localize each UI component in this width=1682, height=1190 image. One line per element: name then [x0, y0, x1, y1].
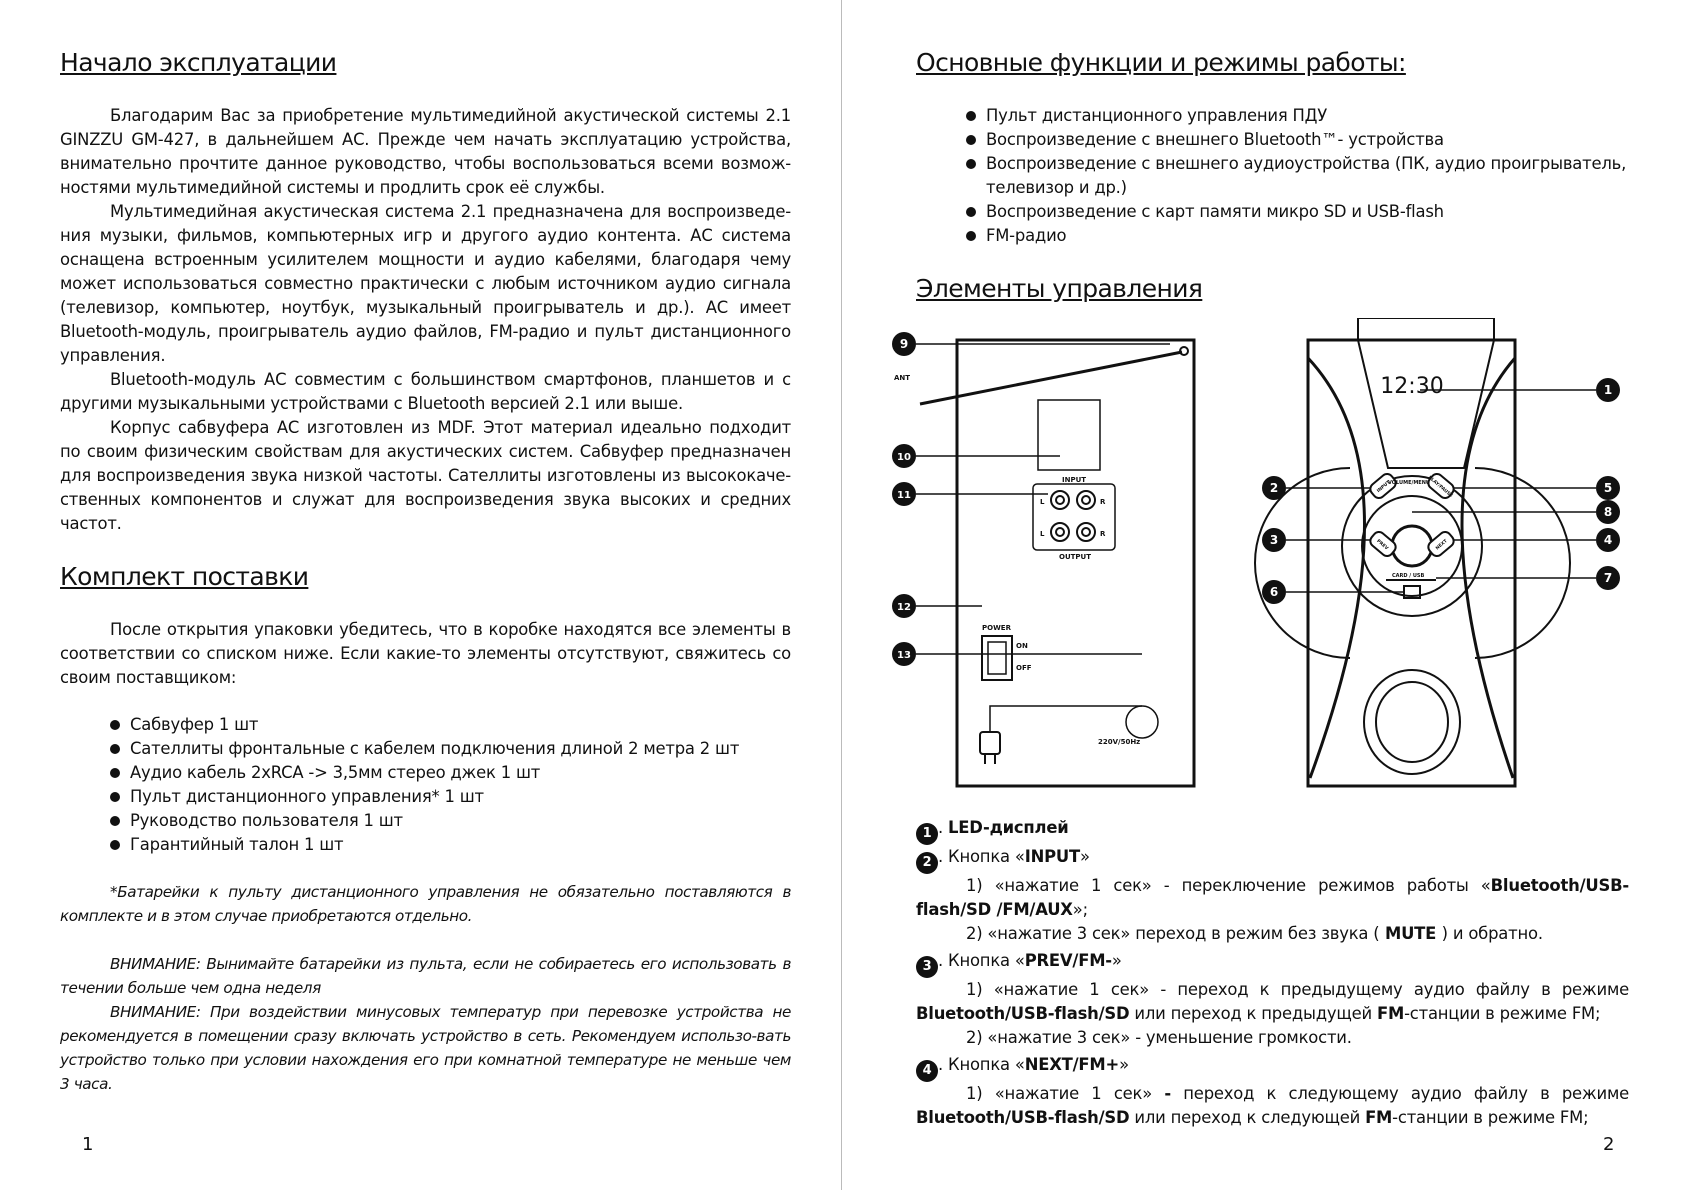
intro-paragraph: Bluetooth-модуль АС совместим с большинством смартфонов, планшетов и с другими музыкальными устройствами с Bluetooth версией 2.1 или выше. — [60, 370, 791, 413]
callout-2 — [1262, 476, 1286, 500]
controls-diagram — [880, 318, 1660, 790]
svg-text:13: 13 — [897, 650, 911, 661]
svg-text:6: 6 — [1269, 585, 1279, 599]
list-item: Воспроизведение с карт памяти микро SD и USB-flash — [966, 200, 1629, 224]
heading-package: Комплект поставки — [60, 562, 309, 591]
battery-note — [60, 880, 791, 928]
label-play-button: PLAY/PAUSE — [1426, 475, 1454, 499]
list-item: Аудио кабель 2xRCA -> 3,5мм стерео джек 1 шт — [110, 761, 770, 785]
battery-note-text: *Батарейки к пульту дистанционного управления не обязательно поставляются в комплекте и в этом случае приобретаются отдельно. — [60, 883, 791, 925]
item-number: 3 — [916, 956, 938, 978]
svg-text:2: 2 — [1269, 481, 1279, 495]
item-next-step1: 1) «нажатие 1 сек» - переход к следующему аудио файлу в режиме Bluetooth/USB-flash/SD или переход к следующей FM-станции в режиме FM; — [916, 1084, 1630, 1127]
label-volume-menu: VOLUME/MENU — [1388, 480, 1430, 486]
label-l: L — [1040, 530, 1045, 538]
item-number: 1 — [916, 823, 938, 845]
label-l: L — [1040, 498, 1045, 506]
display-readout: 12:30 — [1380, 374, 1444, 399]
package-list — [110, 713, 770, 857]
list-item: Воспроизведение с внешнего аудиоустройства (ПК, аудио проигрыватель, телевизор и др.) — [966, 152, 1629, 200]
label-power: POWER — [982, 624, 1011, 632]
label-r: R — [1100, 498, 1106, 506]
callout-7 — [1596, 566, 1620, 590]
svg-text:5: 5 — [1603, 481, 1613, 495]
callout-4 — [1596, 528, 1620, 552]
list-item: Воспроизведение с внешнего Bluetooth™- устройства — [966, 128, 1629, 152]
intro-text — [60, 104, 791, 536]
heading-controls: Элементы управления — [916, 274, 1203, 303]
svg-text:12: 12 — [897, 602, 911, 613]
list-item: Пульт дистанционного управления* 1 шт — [110, 785, 770, 809]
svg-text:4: 4 — [1603, 533, 1613, 547]
list-item: FM-радио — [966, 224, 1629, 248]
warning-text: ВНИМАНИЕ: При воздействии минусовых температур при перевозке устройства не рекомендуется в помещении сразу включать устройство в сеть. Рекомендуем использо-вать устройство только при условии нахождения его при комнатной температуре не меньше чем 3 часа. — [60, 1003, 791, 1093]
page-number-right: 2 — [1603, 1134, 1615, 1155]
page-number-left: 1 — [82, 1134, 94, 1155]
label-output: OUTPUT — [1059, 553, 1091, 561]
list-item: Сабвуфер 1 шт — [110, 713, 770, 737]
label-ant: ANT — [894, 374, 911, 382]
list-item: Сателлиты фронтальные с кабелем подключения длиной 2 метра 2 шт — [110, 737, 770, 761]
callout-13 — [892, 642, 916, 666]
item-input-step1: 1) «нажатие 1 сек» - переключение режимов работы «Bluetooth/USB-flash/SD /FM/AUX»; — [916, 876, 1629, 919]
label-on: ON — [1016, 642, 1028, 650]
page-divider — [841, 0, 842, 1190]
package-intro-text: После открытия упаковки убедитесь, что в коробке находятся все элементы в соответствии со списком ниже. Если какие-то элементы отсутствуют, свяжитесь со своим поставщиком: — [60, 620, 791, 687]
callout-8 — [1596, 500, 1620, 524]
item-next: 4 . Кнопка «NEXT/FM+» — [916, 1053, 1629, 1082]
item-prev: 3 . Кнопка «PREV/FM-» — [916, 949, 1629, 978]
callout-6 — [1262, 580, 1286, 604]
svg-text:7: 7 — [1603, 571, 1613, 585]
svg-text:1: 1 — [1603, 383, 1613, 397]
callout-1 — [1596, 378, 1620, 402]
label-r: R — [1100, 530, 1106, 538]
svg-text:8: 8 — [1603, 505, 1613, 519]
list-item: Руководство пользователя 1 шт — [110, 809, 770, 833]
label-next-button: NEXT — [1435, 538, 1449, 552]
label-input-button: INPUT — [1376, 480, 1392, 495]
label-prev-button: PREV — [1375, 538, 1389, 552]
item-prev-step2: 2) «нажатие 3 сек» - уменьшение громкости. — [966, 1028, 1352, 1047]
item-input: 2 . Кнопка «INPUT» — [916, 845, 1629, 874]
functions-list — [916, 104, 1629, 248]
item-led: 1 . LED-дисплей — [916, 816, 1629, 845]
callout-12 — [892, 594, 916, 618]
label-input: INPUT — [1062, 476, 1087, 484]
package-intro — [60, 618, 791, 690]
intro-paragraph: Мультимедийная акустическая система 2.1 предназначена для воспроизведе-ния музыки, фильмов, компьютерных игр и другого аудио контента. АС система оснащена встроенным усилителем мощности и аудио кабелями, благодаря чему может использоваться совместно практически с любым источником аудио сигнала (телевизор, компьютер, ноутбук, музыкальный проигрыватель и др.). АС имеет Bluetooth-модуль, проигрыватель аудио файлов, FM-радио и пульт дистанционного управления. — [60, 202, 791, 365]
item-number: 2 — [916, 852, 938, 874]
intro-paragraph: Корпус сабвуфера АС изготовлен из MDF. Этот материал идеально подходит по своим физическим свойствам для акустических систем. Сабвуфер предназначен для воспроизведения звука низкой частоты. Сателлиты изготовлены из высококаче-ственных компонентов и служат для воспроизведения звука высоких и средних частот. — [60, 418, 791, 533]
label-mains: 220V/50Hz — [1098, 738, 1141, 746]
controls-descriptions — [916, 816, 1629, 1130]
item-prev-step1: 1) «нажатие 1 сек» - переход к предыдущему аудио файлу в режиме Bluetooth/USB-flash/SD или переход к предыдущей FM-станции в режиме FM; — [916, 980, 1629, 1023]
callout-3 — [1262, 528, 1286, 552]
item-input-step2: 2) «нажатие 3 сек» переход в режим без звука ( MUTE ) и обратно. — [966, 924, 1543, 943]
svg-text:10: 10 — [897, 452, 911, 463]
warning-text: ВНИМАНИЕ: Вынимайте батарейки из пульта, если не собираетесь его использовать в течении больше чем одна неделя — [60, 955, 791, 997]
svg-text:9: 9 — [899, 337, 909, 351]
callout-5 — [1596, 476, 1620, 500]
svg-text:3: 3 — [1269, 533, 1279, 547]
item-number: 4 — [916, 1060, 938, 1082]
svg-text:11: 11 — [897, 490, 911, 501]
heading-start: Начало эксплуатации — [60, 48, 337, 77]
callout-9 — [892, 332, 916, 356]
heading-functions: Основные функции и режимы работы: — [916, 48, 1406, 77]
callout-10 — [892, 444, 916, 468]
label-off: OFF — [1016, 664, 1032, 672]
warnings — [60, 952, 791, 1096]
list-item: Пульт дистанционного управления ПДУ — [966, 104, 1629, 128]
list-item: Гарантийный талон 1 шт — [110, 833, 770, 857]
callout-11 — [892, 482, 916, 506]
intro-paragraph: Благодарим Вас за приобретение мультимедийной акустической системы 2.1 GINZZU GM-427, в дальнейшем АС. Прежде чем начать эксплуатацию устройства, внимательно прочтите данное руководство, чтобы воспользоваться всеми возмож-ностями мультимедийной системы и продлить срок её службы. — [60, 106, 791, 197]
label-slot: CARD / USB — [1392, 573, 1425, 579]
